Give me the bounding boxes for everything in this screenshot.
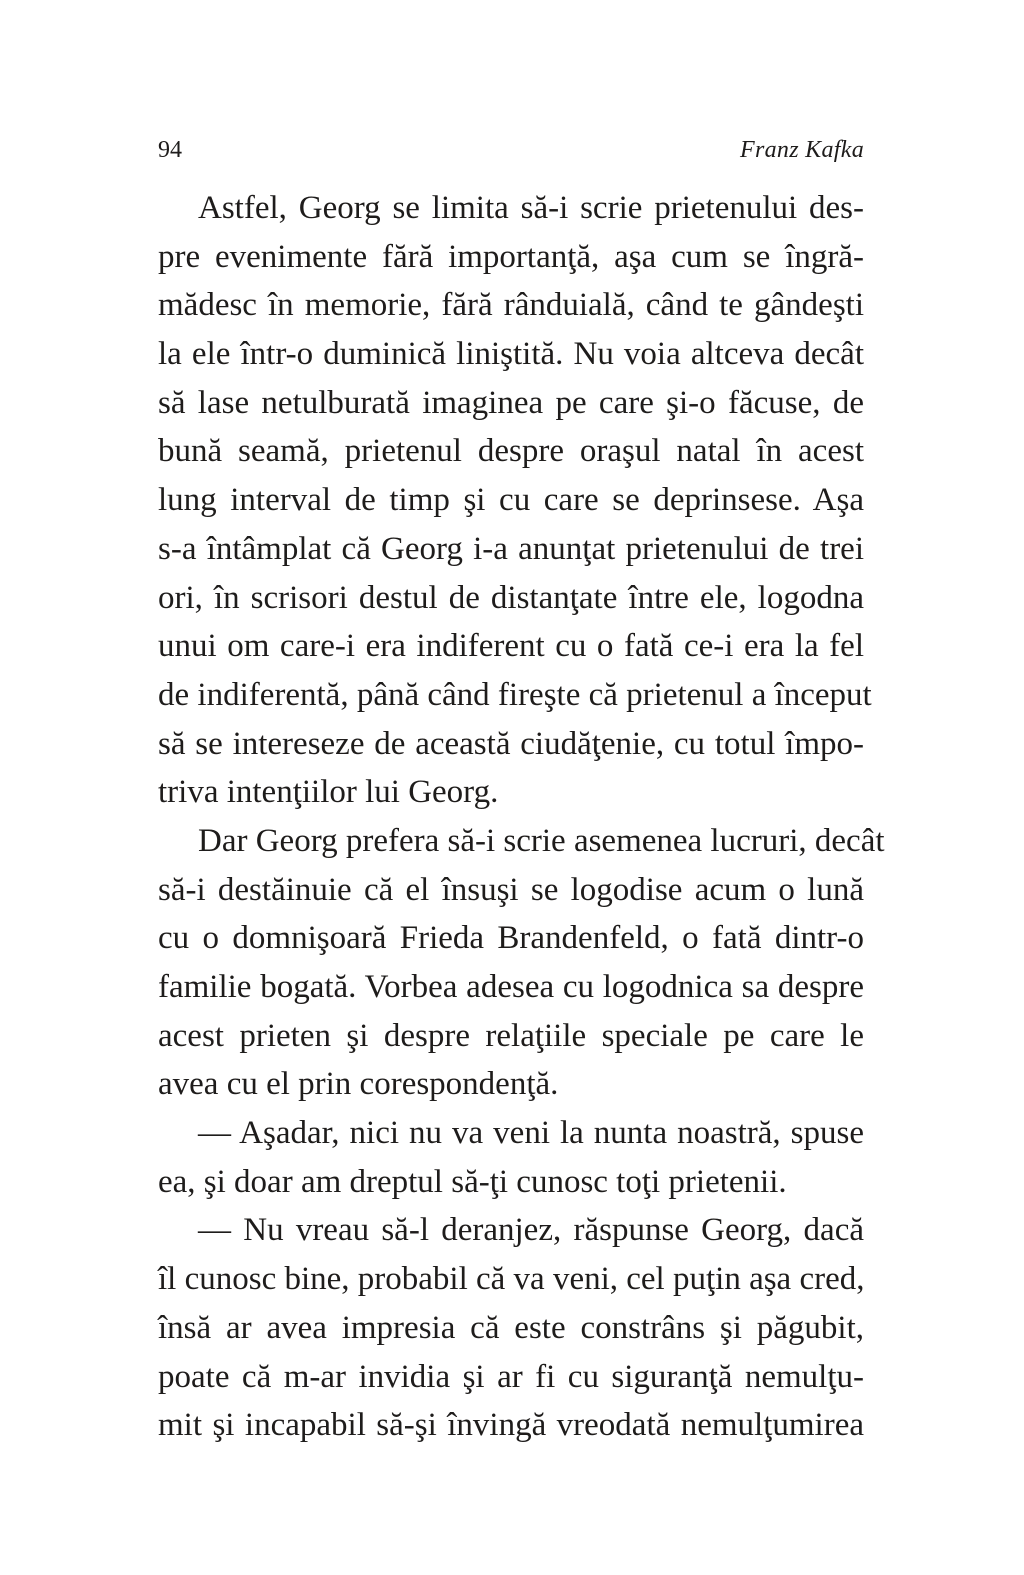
text-line: mit şi incapabil să-şi învingă vreodată nemulţumirea (158, 1407, 864, 1444)
text-line: să se intereseze de această ciudăţenie, cu totul împo- (158, 725, 864, 762)
text-line: ori, în scrisori destul de distanţate între ele, logodna (158, 579, 864, 616)
text-line: unui om care-i era indiferent cu o fată ce-i era la fel (158, 628, 864, 665)
running-head (158, 132, 864, 168)
text-line: să-i destăinuie că el însuşi se logodise acum o lună (158, 871, 864, 908)
body-text (158, 184, 885, 1450)
text-line: de indiferentă, până când fireşte că prietenul a început (158, 676, 872, 713)
running-head-author: Franz Kafka (740, 137, 864, 163)
text-line: s-a întâmplat că Georg i-a anunţat prietenului de trei (158, 530, 864, 567)
text-line: mădesc în memorie, fără rânduială, când te gândeşti (158, 287, 864, 324)
text-line: cu o domnişoară Frieda Brandenfeld, o fată dintr-o (158, 920, 864, 957)
text-line: avea cu el prin corespondenţă. (158, 1066, 559, 1103)
text-line: — Nu vreau să-l deranjez, răspunse Georg, dacă (198, 1212, 864, 1249)
text-line: bună seamă, prietenul despre oraşul natal în acest (158, 433, 864, 470)
page-number: 94 (158, 137, 182, 163)
text-line: însă ar avea impresia că este constrâns şi păgubit, (158, 1309, 864, 1346)
text-line: la ele într-o duminică liniştită. Nu voia altceva decât (158, 336, 864, 373)
text-line: — Aşadar, nici nu va veni la nunta noastră, spuse (198, 1115, 864, 1152)
text-line: acest prieten şi despre relaţiile speciale pe care le (158, 1017, 864, 1054)
text-line: Dar Georg prefera să-i scrie asemenea lucruri, decât (198, 822, 885, 859)
text-line: triva intenţiilor lui Georg. (158, 774, 499, 811)
text-line: Astfel, Georg se limita să-i scrie prietenului des- (198, 190, 864, 226)
text-line: lung interval de timp şi cu care se deprinsese. Aşa (158, 482, 864, 519)
text-line: pre evenimente fără importanţă, aşa cum se îngră- (158, 238, 864, 275)
text-line: familie bogată. Vorbea adesea cu logodnica sa despre (158, 969, 864, 1005)
text-line: îl cunosc bine, probabil că va veni, cel puţin aşa cred, (158, 1261, 865, 1298)
text-line: să lase netulburată imaginea pe care şi-o făcuse, de (158, 384, 864, 421)
text-line: poate că m-ar invidia şi ar fi cu siguranţă nemulţu- (158, 1358, 864, 1395)
text-line: ea, şi doar am dreptul să-ţi cunosc toţi prietenii. (158, 1163, 787, 1200)
